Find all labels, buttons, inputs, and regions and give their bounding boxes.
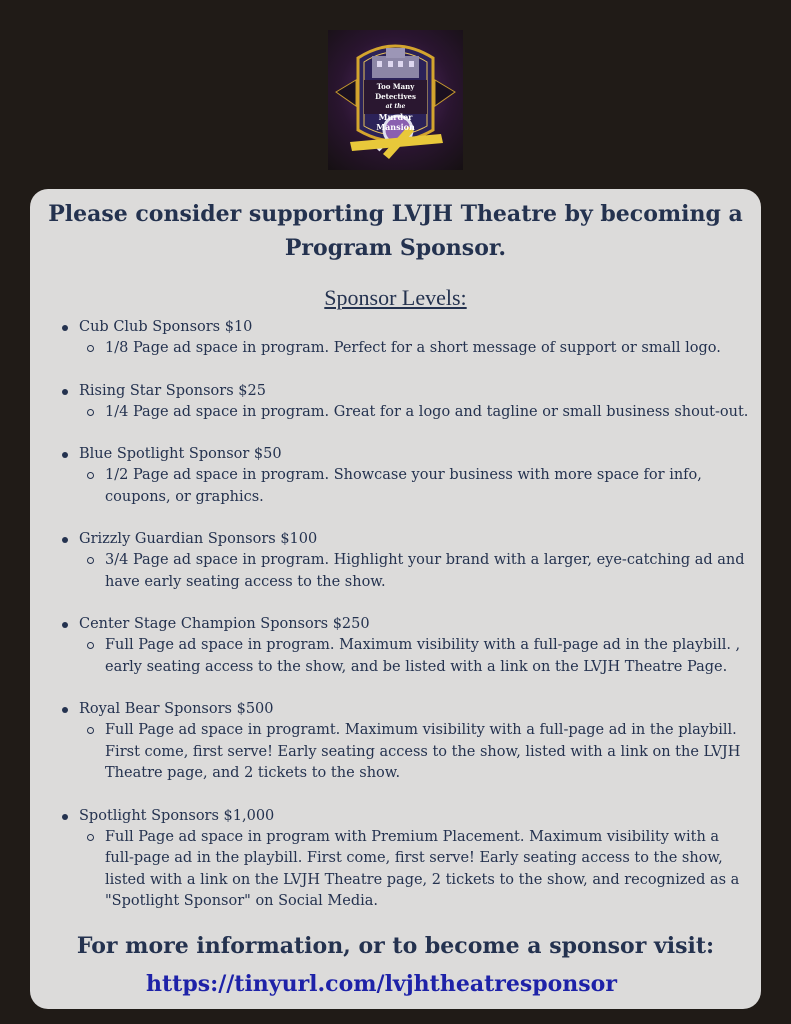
logo-title-line1: Too Many Detectives [375,82,416,101]
list-item [59,317,749,360]
more-info-text: For more information, or to become a sponsor visit: [76,933,715,959]
list-item [59,806,749,913]
logo-title [358,82,433,132]
sponsor-card [30,189,761,1009]
level-description: 3/4 Page ad space in program. Highlight your brand with a larger, eye-catching ad and have early seating access to the show. [59,550,749,593]
level-description: 1/2 Page ad space in program. Showcase your business with more space for info, coupons, or graphics. [59,465,749,508]
level-name: Royal Bear Sponsors $500 [59,699,749,720]
level-name: Spotlight Sponsors $1,000 [59,806,749,827]
sponsor-link[interactable]: https://tinyurl.com/lvjhtheatresponsor [146,971,617,997]
level-name: Blue Spotlight Sponsor $50 [59,444,749,465]
event-logo [328,30,463,170]
level-name: Center Stage Champion Sponsors $250 [59,614,749,635]
level-description: Full Page ad space in programt. Maximum visibility with a full-page ad in the playbill. First come, first serve! Early seating access to the show, listed with a link on the LVJH Theatre page, and 2 tickets to the show. [59,720,749,785]
sponsor-levels-list [59,317,749,934]
level-description: Full Page ad space in program with Premium Placement. Maximum visibility with a full-page ad in the playbill. First come, first serve! Early seating access to the show, listed with a link on the LVJH Theatre page, 2 tickets to the show, and recognized as a "Spotlight Sponsor" on Social Media. [59,827,749,913]
level-description: 1/4 Page ad space in program. Great for a logo and tagline or small business shout-out. [59,402,749,424]
headline-line1: Please consider supporting LVJH Theatre by becoming a [48,201,743,227]
logo-title-line3: Murder Mansion [376,112,415,132]
level-name: Rising Star Sponsors $25 [59,381,749,402]
list-item [59,614,749,678]
logo-title-line2: at the [385,103,406,110]
headline-line2: Program Sponsor. [284,235,507,261]
level-description: Full Page ad space in program. Maximum visibility with a full-page ad in the playbill. , early seating access to the show, and be listed with a link on the LVJH Theatre Page. [59,635,749,678]
list-item [59,529,749,593]
level-name: Cub Club Sponsors $10 [59,317,749,338]
level-description: 1/8 Page ad space in program. Perfect for a short message of support or small logo. [59,338,749,360]
headline [30,197,761,265]
list-item [59,381,749,424]
level-name: Grizzly Guardian Sponsors $100 [59,529,749,550]
list-item [59,699,749,785]
sponsor-levels-title: Sponsor Levels: [324,285,467,310]
list-item [59,444,749,508]
